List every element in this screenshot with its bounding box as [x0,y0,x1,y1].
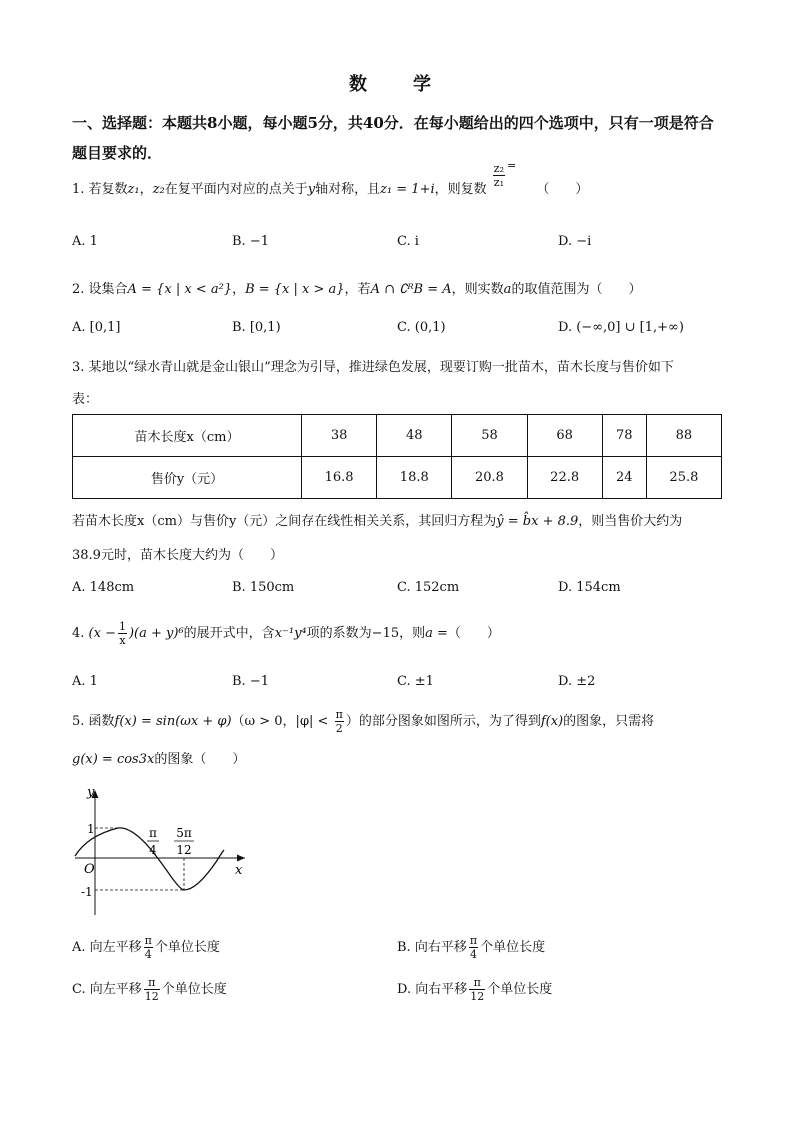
table-cell: 22.8 [527,457,602,499]
q1-option-a[interactable]: A. 1 [72,234,98,249]
question-5-stem-line2: g(x) = cos3x的图象（ ） [72,752,246,767]
q2-option-c[interactable]: C. (0,1) [397,320,446,335]
mark-pi-4-num: π [149,826,157,840]
q5-option-a[interactable]: A. 向左平移 $\frac{\pi}{4}$ 个单位长度 [72,934,220,961]
sine-graph [60,780,260,920]
table-cell: 38 [302,415,377,457]
question-5-stem-line1: 5. 函数f(x) = sin(ωx + φ)（ω > 0，|φ| < $\frac{\pi}{2}$ ）的部分图象如图所示，为了得到f(x)的图象，只需将 [72,708,655,735]
q3-option-d[interactable]: D. 154cm [558,580,621,595]
table-cell: 16.8 [302,457,377,499]
q4-option-b[interactable]: B. −1 [232,674,269,689]
q4-option-d[interactable]: D. ±2 [558,674,596,689]
table-cell: 88 [646,415,721,457]
table-header-length: 苗木长度x（cm） [73,415,302,457]
table-cell: 20.8 [452,457,527,499]
question-3-after-line2: 38.9元时，苗木长度大约为（ ） [72,548,283,563]
question-3-stem-line1: 3. 某地以“绿水青山就是金山银山”理念为引导，推进绿色发展，现要订购一批苗木，苗木长度与售价如下 [72,360,674,375]
seedling-price-table [72,414,722,499]
q4-fraction: $\frac{1}{x}$ [118,620,126,647]
q5-option-d[interactable]: D. 向右平移 $\frac{\pi}{12}$ 个单位长度 [397,976,553,1003]
q4-option-c[interactable]: C. ±1 [397,674,434,689]
q3-option-a[interactable]: A. 148cm [72,580,135,595]
q2-option-a[interactable]: A. [0,1] [72,320,121,335]
question-3-after-table: 若苗木长度x（cm）与售价y（元）之间存在线性相关关系，其回归方程为ŷ = b̂x + 8.9，则当售价大约为 [72,514,683,529]
table-cell: 24 [602,457,646,499]
page-title: 数 学 [349,74,445,95]
question-2-stem: 2. 设集合A = {x | x < a²}，B = {x | x > a}，若A ∩ ∁ᴿB = A，则实数a的取值范围为（ ） [72,282,642,297]
q5-option-c[interactable]: C. 向左平移 $\frac{\pi}{12}$ 个单位长度 [72,976,227,1003]
x-axis-label: x [235,863,243,878]
q2-option-d[interactable]: D. (−∞,0] ∪ [1,+∞) [558,320,684,335]
question-4-stem: 4. (x − $\frac{1}{x}$ )(a + y)⁶的展开式中，含x⁻¹y⁴项的系数为−15，则a =（ ） [72,620,500,647]
table-row [73,415,722,457]
mark-5pi-12-den: 12 [176,843,192,857]
question-3-stem-line2: 表： [72,392,99,407]
q3-option-c[interactable]: C. 152cm [397,580,460,595]
tick-label-1: 1 [87,822,95,836]
origin-label: O [84,862,95,877]
q1-option-c[interactable]: C. i [397,234,419,249]
table-cell: 58 [452,415,527,457]
table-cell: 68 [527,415,602,457]
q5-option-b[interactable]: B. 向右平移 $\frac{\pi}{4}$ 个单位长度 [397,934,546,961]
q1-fraction: $\frac{\text{z₂}}{\text{z₁}}$ [493,162,504,189]
mark-pi-4-den: 4 [149,843,157,857]
table-header-price: 售价y（元） [73,457,302,499]
table-cell: 25.8 [646,457,721,499]
q5-pi-over-2: $\frac{\pi}{2}$ [335,708,343,735]
x-axis-arrow-icon [237,855,245,862]
question-1-stem: 1. 若复数z₁，z₂在复平面内对应的点关于y轴对称，且z₁ = 1+i，则复数 $\frac{\text{z₂}}{\text{z₁}}$ = （ ） [72,159,589,197]
q1-option-d[interactable]: D. −i [558,234,592,249]
table-cell: 78 [602,415,646,457]
mark-5pi-12-num: 5π [176,826,192,840]
q1-option-b[interactable]: B. −1 [232,234,269,249]
q3-option-b[interactable]: B. 150cm [232,580,295,595]
q2-option-b[interactable]: B. [0,1) [232,320,281,335]
y-axis-label: y [87,785,95,800]
tick-label-minus-1: -1 [81,885,93,899]
q4-option-a[interactable]: A. 1 [72,674,98,689]
table-cell: 48 [377,415,452,457]
table-row [73,457,722,499]
section-header: 一、选择题：本题共8小题，每小题5分，共40分．在每小题给出的四个选项中，只有一项是符合题目要求的． [72,114,714,162]
table-cell: 18.8 [377,457,452,499]
